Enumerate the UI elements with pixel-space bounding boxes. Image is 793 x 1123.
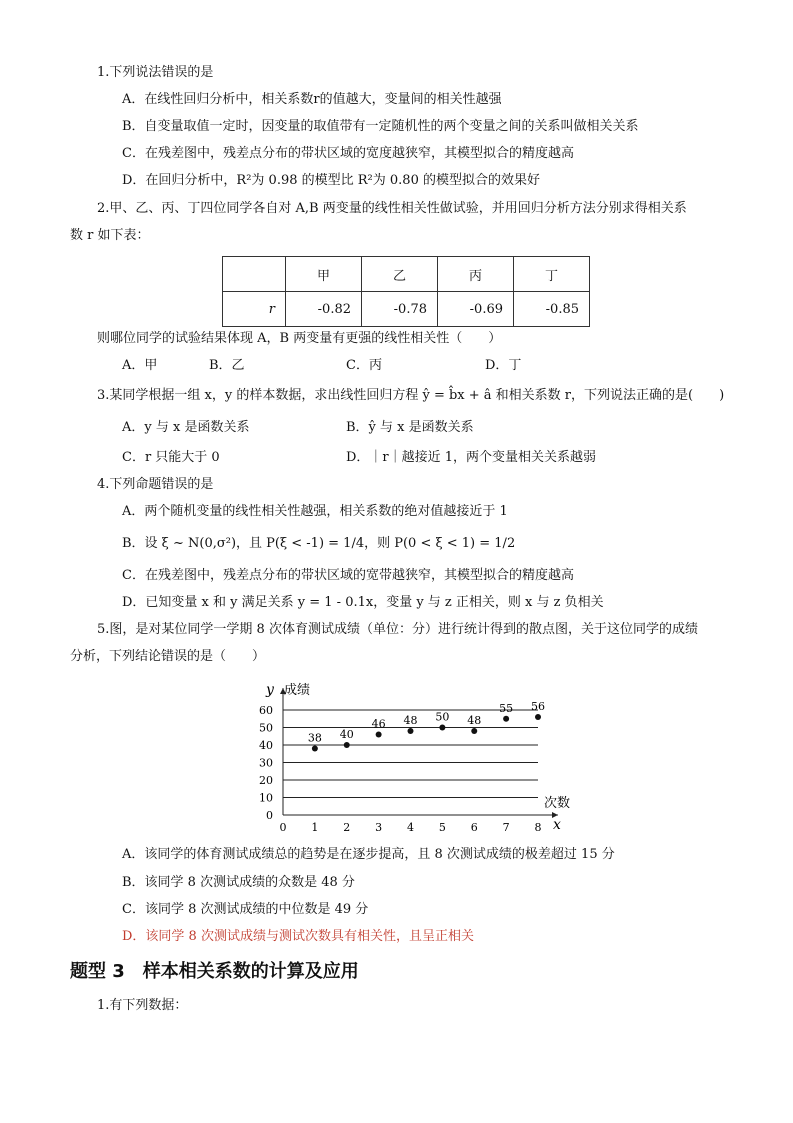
q5-option-c: C．该同学 8 次测试成绩的中位数是 49 分 <box>122 902 369 917</box>
q5-stem-line1: 5.图，是对某位同学一学期 8 次体育测试成绩（单位：分）进行统计得到的散点图，关于这位同学的成绩 <box>97 622 698 637</box>
data-point <box>312 746 318 752</box>
data-point <box>503 716 509 722</box>
table-header-row <box>223 257 590 292</box>
data-label: 46 <box>371 717 386 731</box>
y-tick-label: 10 <box>259 791 273 805</box>
q2-stem-line2: 数 r 如下表： <box>70 228 150 243</box>
q4-option-b: B．设 ξ ~ N(0,σ²)，且 P(ξ < -1) = 1/4，则 P(0 < ξ < 1) = 1/2 <box>122 536 516 551</box>
q2-option-c: C．丙 <box>346 358 382 373</box>
data-label: 38 <box>307 731 322 745</box>
data-point <box>376 732 382 738</box>
y-axis-symbol: y <box>266 682 274 698</box>
q3-stem: 3.某同学根据一组 x，y 的样本数据，求出线性回归方程 ŷ = b̂x + â 和相关系数 r，下列说法正确的是( ) <box>97 388 725 403</box>
q2-question: 则哪位同学的试验结果体现 A，B 两变量有更强的线性相关性（ ） <box>97 331 502 346</box>
q4-option-d: D．已知变量 x 和 y 满足关系 y = 1 - 0.1x，变量 y 与 z 正相关，则 x 与 z 负相关 <box>122 595 604 610</box>
table-row <box>223 292 590 327</box>
x-tick-label: 3 <box>375 821 383 834</box>
q3-option-c: C．r 只能大于 0 <box>122 450 220 465</box>
q2-stem-line1: 2.甲、乙、丙、丁四位同学各自对 A,B 两变量的线性相关性做试验，并用回归分析方法分别求得相关系 <box>97 201 687 216</box>
table-header-cell: 丙 <box>438 257 514 292</box>
y-tick-label: 60 <box>259 704 273 717</box>
data-point <box>471 728 477 734</box>
table-header-cell: 丁 <box>514 257 590 292</box>
q2-option-b: B．乙 <box>209 358 245 373</box>
x-tick-label: 0 <box>279 821 287 834</box>
correlation-table <box>222 256 590 327</box>
q3-option-a: A．y 与 x 是函数关系 <box>122 420 250 435</box>
table-cell: -0.82 <box>286 292 362 327</box>
x-axis-label: 次数 <box>544 796 571 811</box>
data-label: 50 <box>435 710 450 724</box>
q5-option-d: D．该同学 8 次测试成绩与测试次数具有相关性，且呈正相关 <box>122 929 474 944</box>
scatter-chart <box>250 678 580 838</box>
q5-option-b: B．该同学 8 次测试成绩的众数是 48 分 <box>122 875 355 890</box>
q2-option-d: D．丁 <box>485 358 522 373</box>
q1-stem-text: 1.下列说法错误的是 <box>97 65 214 80</box>
q2-option-a: A．甲 <box>122 358 158 373</box>
section-title: 题型 3 样本相关系数的计算及应用 <box>70 961 359 982</box>
data-label: 55 <box>499 701 514 715</box>
y-tick-label: 30 <box>259 756 273 770</box>
chart-axes <box>280 688 558 818</box>
data-point <box>535 714 541 720</box>
q5-option-a: A．该同学的体育测试成绩总的趋势是在逐步提高，且 8 次测试成绩的极差超过 15 分 <box>122 847 615 862</box>
table-cell: -0.85 <box>514 292 590 327</box>
chart-points <box>308 700 545 752</box>
table-header-cell: 甲 <box>286 257 362 292</box>
q4-option-c: C．在残差图中，残差点分布的带状区域的宽带越狭窄，其模型拟合的精度越高 <box>122 568 574 583</box>
q1-stem <box>97 64 213 82</box>
x-tick-label: 5 <box>438 821 446 834</box>
y-tick-label: 0 <box>266 809 273 822</box>
q4-option-a: A．两个随机变量的线性相关性越强，相关系数的绝对值越接近于 1 <box>122 504 508 519</box>
y-tick-label: 20 <box>259 774 273 787</box>
x-tick-label: 6 <box>470 821 478 834</box>
q1-option-d: D．在回归分析中，R²为 0.98 的模型比 R²为 0.80 的模型拟合的效果好 <box>122 173 540 188</box>
s3q1-stem: 1.有下列数据： <box>97 998 188 1013</box>
data-label: 56 <box>531 700 545 713</box>
data-point <box>408 728 414 734</box>
q3-option-d: D．｜r｜越接近 1，两个变量相关关系越弱 <box>346 450 597 465</box>
data-label: 48 <box>467 714 482 727</box>
table-row-label: r <box>223 292 286 327</box>
q1-option-c: C．在残差图中，残差点分布的带状区域的宽度越狭窄，其模型拟合的精度越高 <box>122 146 574 161</box>
q1-option-b: B．自变量取值一定时，因变量的取值带有一定随机性的两个变量之间的关系叫做相关关系 <box>122 119 639 134</box>
data-label: 40 <box>339 728 354 741</box>
q4-stem: 4.下列命题错误的是 <box>97 477 214 492</box>
x-axis-symbol: x <box>553 817 561 833</box>
table-cell: -0.78 <box>362 292 438 327</box>
y-tick-label: 50 <box>259 721 273 735</box>
q5-stem-line2: 分析，下列结论错误的是（ ） <box>70 649 266 664</box>
x-tick-label: 7 <box>502 821 510 834</box>
x-tick-label: 1 <box>311 821 319 834</box>
table-header-cell: 乙 <box>362 257 438 292</box>
y-tick-label: 40 <box>259 739 273 752</box>
data-label: 48 <box>403 714 418 727</box>
x-tick-label: 8 <box>534 821 542 834</box>
x-tick-label: 4 <box>407 821 414 834</box>
q1-option-a: A．在线性回归分析中，相关系数r的值越大，变量间的相关性越强 <box>122 92 502 107</box>
x-tick-label: 2 <box>343 821 351 834</box>
y-axis-label: 成绩 <box>284 683 311 698</box>
data-point <box>344 742 350 748</box>
q3-option-b: B．ŷ 与 x 是函数关系 <box>346 420 474 435</box>
data-point <box>439 725 445 731</box>
table-cell: -0.69 <box>438 292 514 327</box>
table-header-cell <box>223 257 286 292</box>
